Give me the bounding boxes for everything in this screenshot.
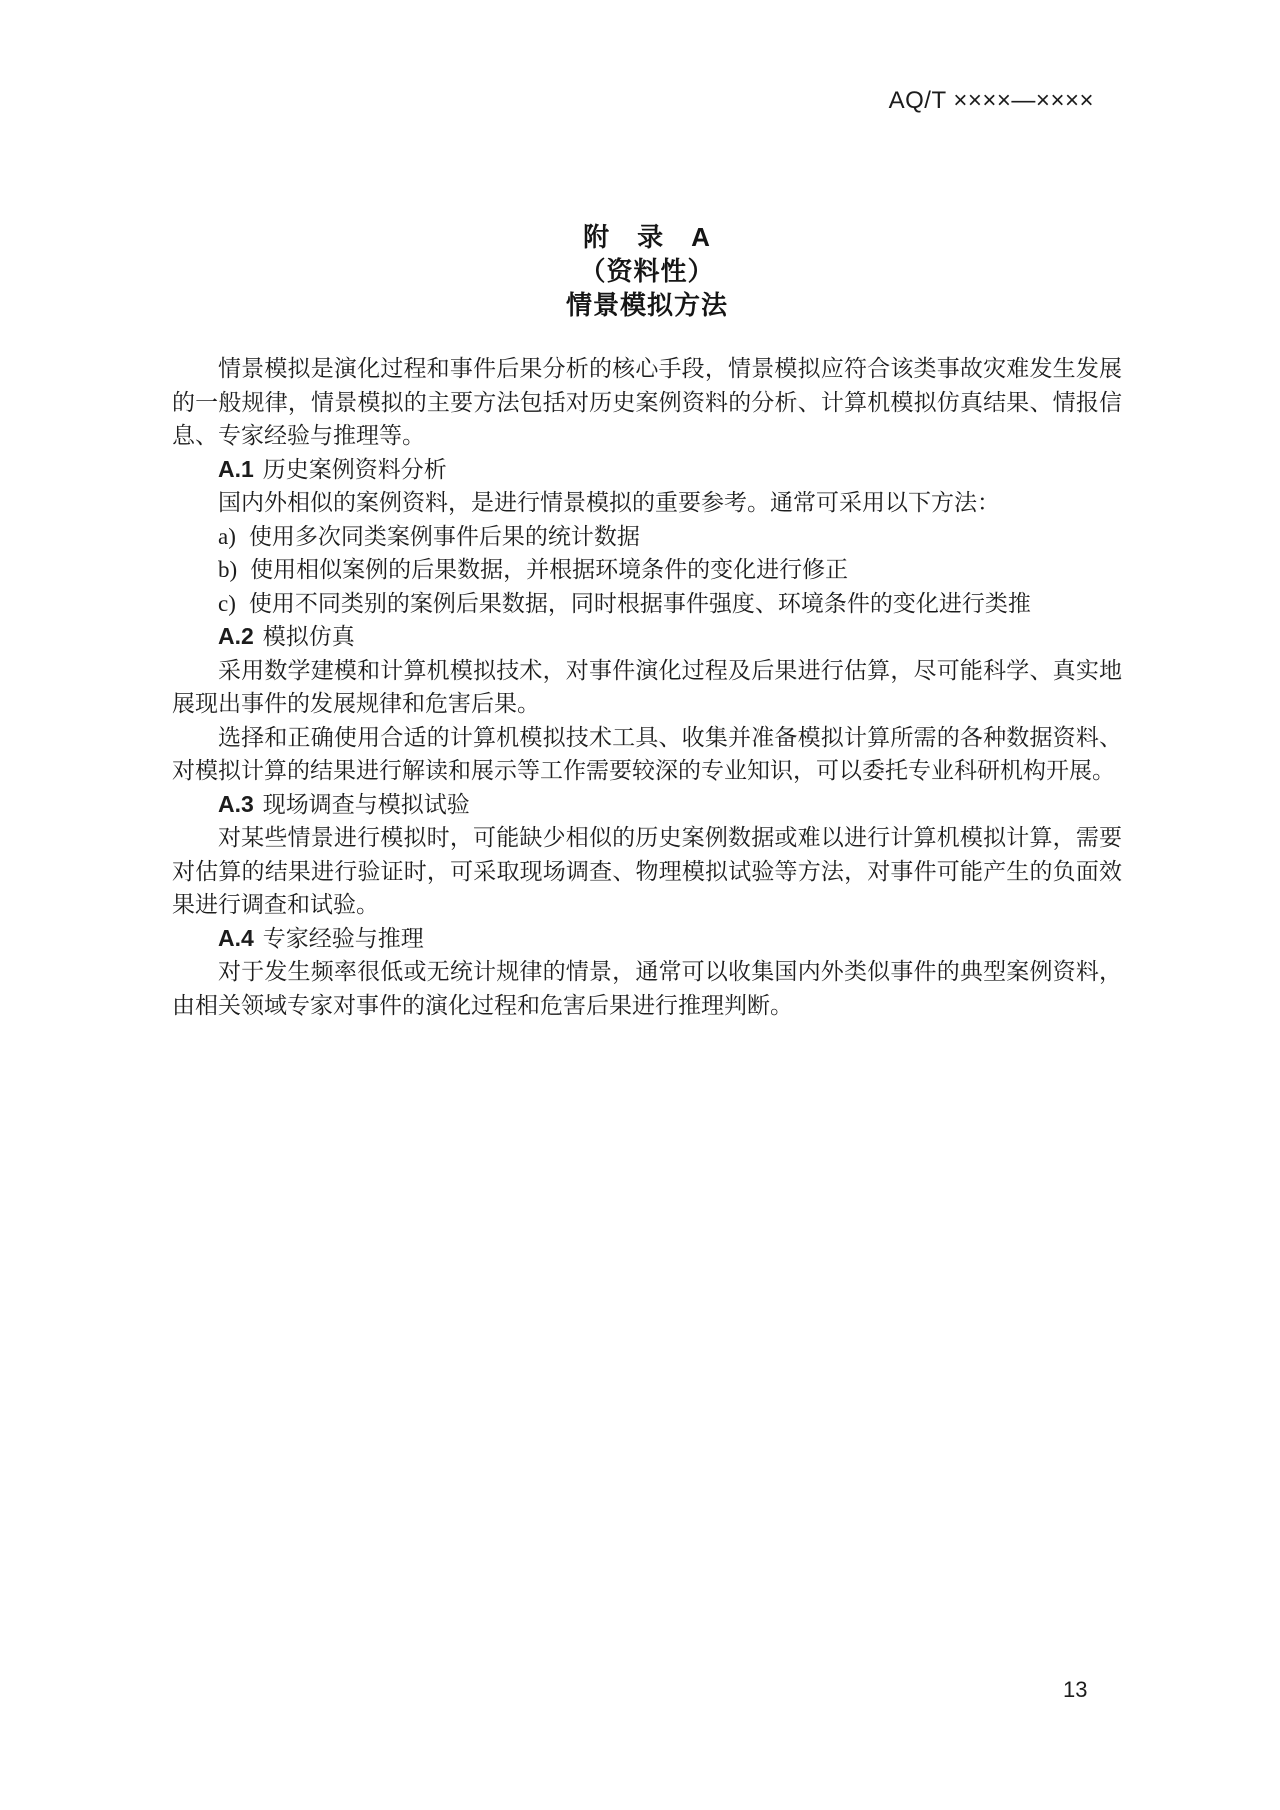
- clause-heading: [172, 620, 1122, 654]
- list-item-text: 使用相似案例的后果数据，并根据环境条件的变化进行修正: [250, 557, 849, 582]
- paragraph: 国内外相似的案例资料，是进行情景模拟的重要参考。通常可采用以下方法：: [218, 490, 1000, 515]
- paragraph: 情景模拟是演化过程和事件后果分析的核心手段，情景模拟应符合该类事故灾难发生发展的一般规律，情景模拟的主要方法包括对历史案例资料的分析、计算机模拟仿真结果、情报信息、专家经验与推理等。: [172, 356, 1122, 448]
- clause-title: 专家经验与推理: [262, 924, 424, 951]
- standard-number-header: AQ/T ××××—××××: [888, 87, 1094, 114]
- clause-title: 现场调查与模拟试验: [262, 790, 470, 817]
- list-item: [172, 553, 1122, 587]
- paragraph: 对某些情景进行模拟时，可能缺少相似的历史案例数据或难以进行计算机模拟计算，需要对估算的结果进行验证时，可采取现场调查、物理模拟试验等方法，对事件可能产生的负面效果进行调查和试验。: [172, 825, 1122, 917]
- appendix-title-block: [172, 0, 1122, 322]
- clause-heading: [172, 453, 1122, 487]
- list-item-text: 使用多次同类案例事件后果的统计数据: [248, 523, 640, 549]
- appendix-title: 附 录 A: [583, 222, 711, 252]
- paragraph: 选择和正确使用合适的计算机模拟技术工具、收集并准备模拟计算所需的各种数据资料、对模拟计算的结果进行解读和展示等工作需要较深的专业知识，可以委托专业科研机构开展。: [172, 724, 1122, 783]
- clause-number: A.4: [218, 924, 254, 951]
- list-item-marker: c): [218, 590, 236, 616]
- page-number: 13: [1063, 1677, 1088, 1702]
- list-item: [172, 587, 1122, 621]
- clause-heading: [172, 922, 1122, 956]
- paragraph: 对于发生频率很低或无统计规律的情景，通常可以收集国内外类似事件的典型案例资料，由相关领域专家对事件的演化过程和危害后果进行推理判断。: [172, 959, 1122, 1018]
- paragraph: 采用数学建模和计算机模拟技术，对事件演化过程及后果进行估算，尽可能科学、真实地展现出事件的发展规律和危害后果。: [172, 657, 1122, 716]
- page-content: [172, 0, 1122, 1022]
- clause-title: 历史案例资料分析: [262, 455, 447, 482]
- body-text: [172, 352, 1122, 1022]
- appendix-subject-title: 情景模拟方法: [565, 290, 728, 320]
- list-item: [172, 520, 1122, 554]
- list-item-text: 使用不同类别的案例后果数据，同时根据事件强度、环境条件的变化进行类推: [248, 590, 1031, 616]
- clause-heading: [172, 788, 1122, 822]
- list-item-marker: a): [218, 523, 236, 549]
- list-item-marker: b): [218, 557, 238, 582]
- clause-number: A.2: [218, 623, 254, 649]
- clause-title: 模拟仿真: [262, 623, 355, 649]
- clause-number: A.3: [218, 790, 254, 817]
- appendix-type-label: （资料性）: [579, 256, 715, 286]
- clause-number: A.1: [218, 455, 254, 482]
